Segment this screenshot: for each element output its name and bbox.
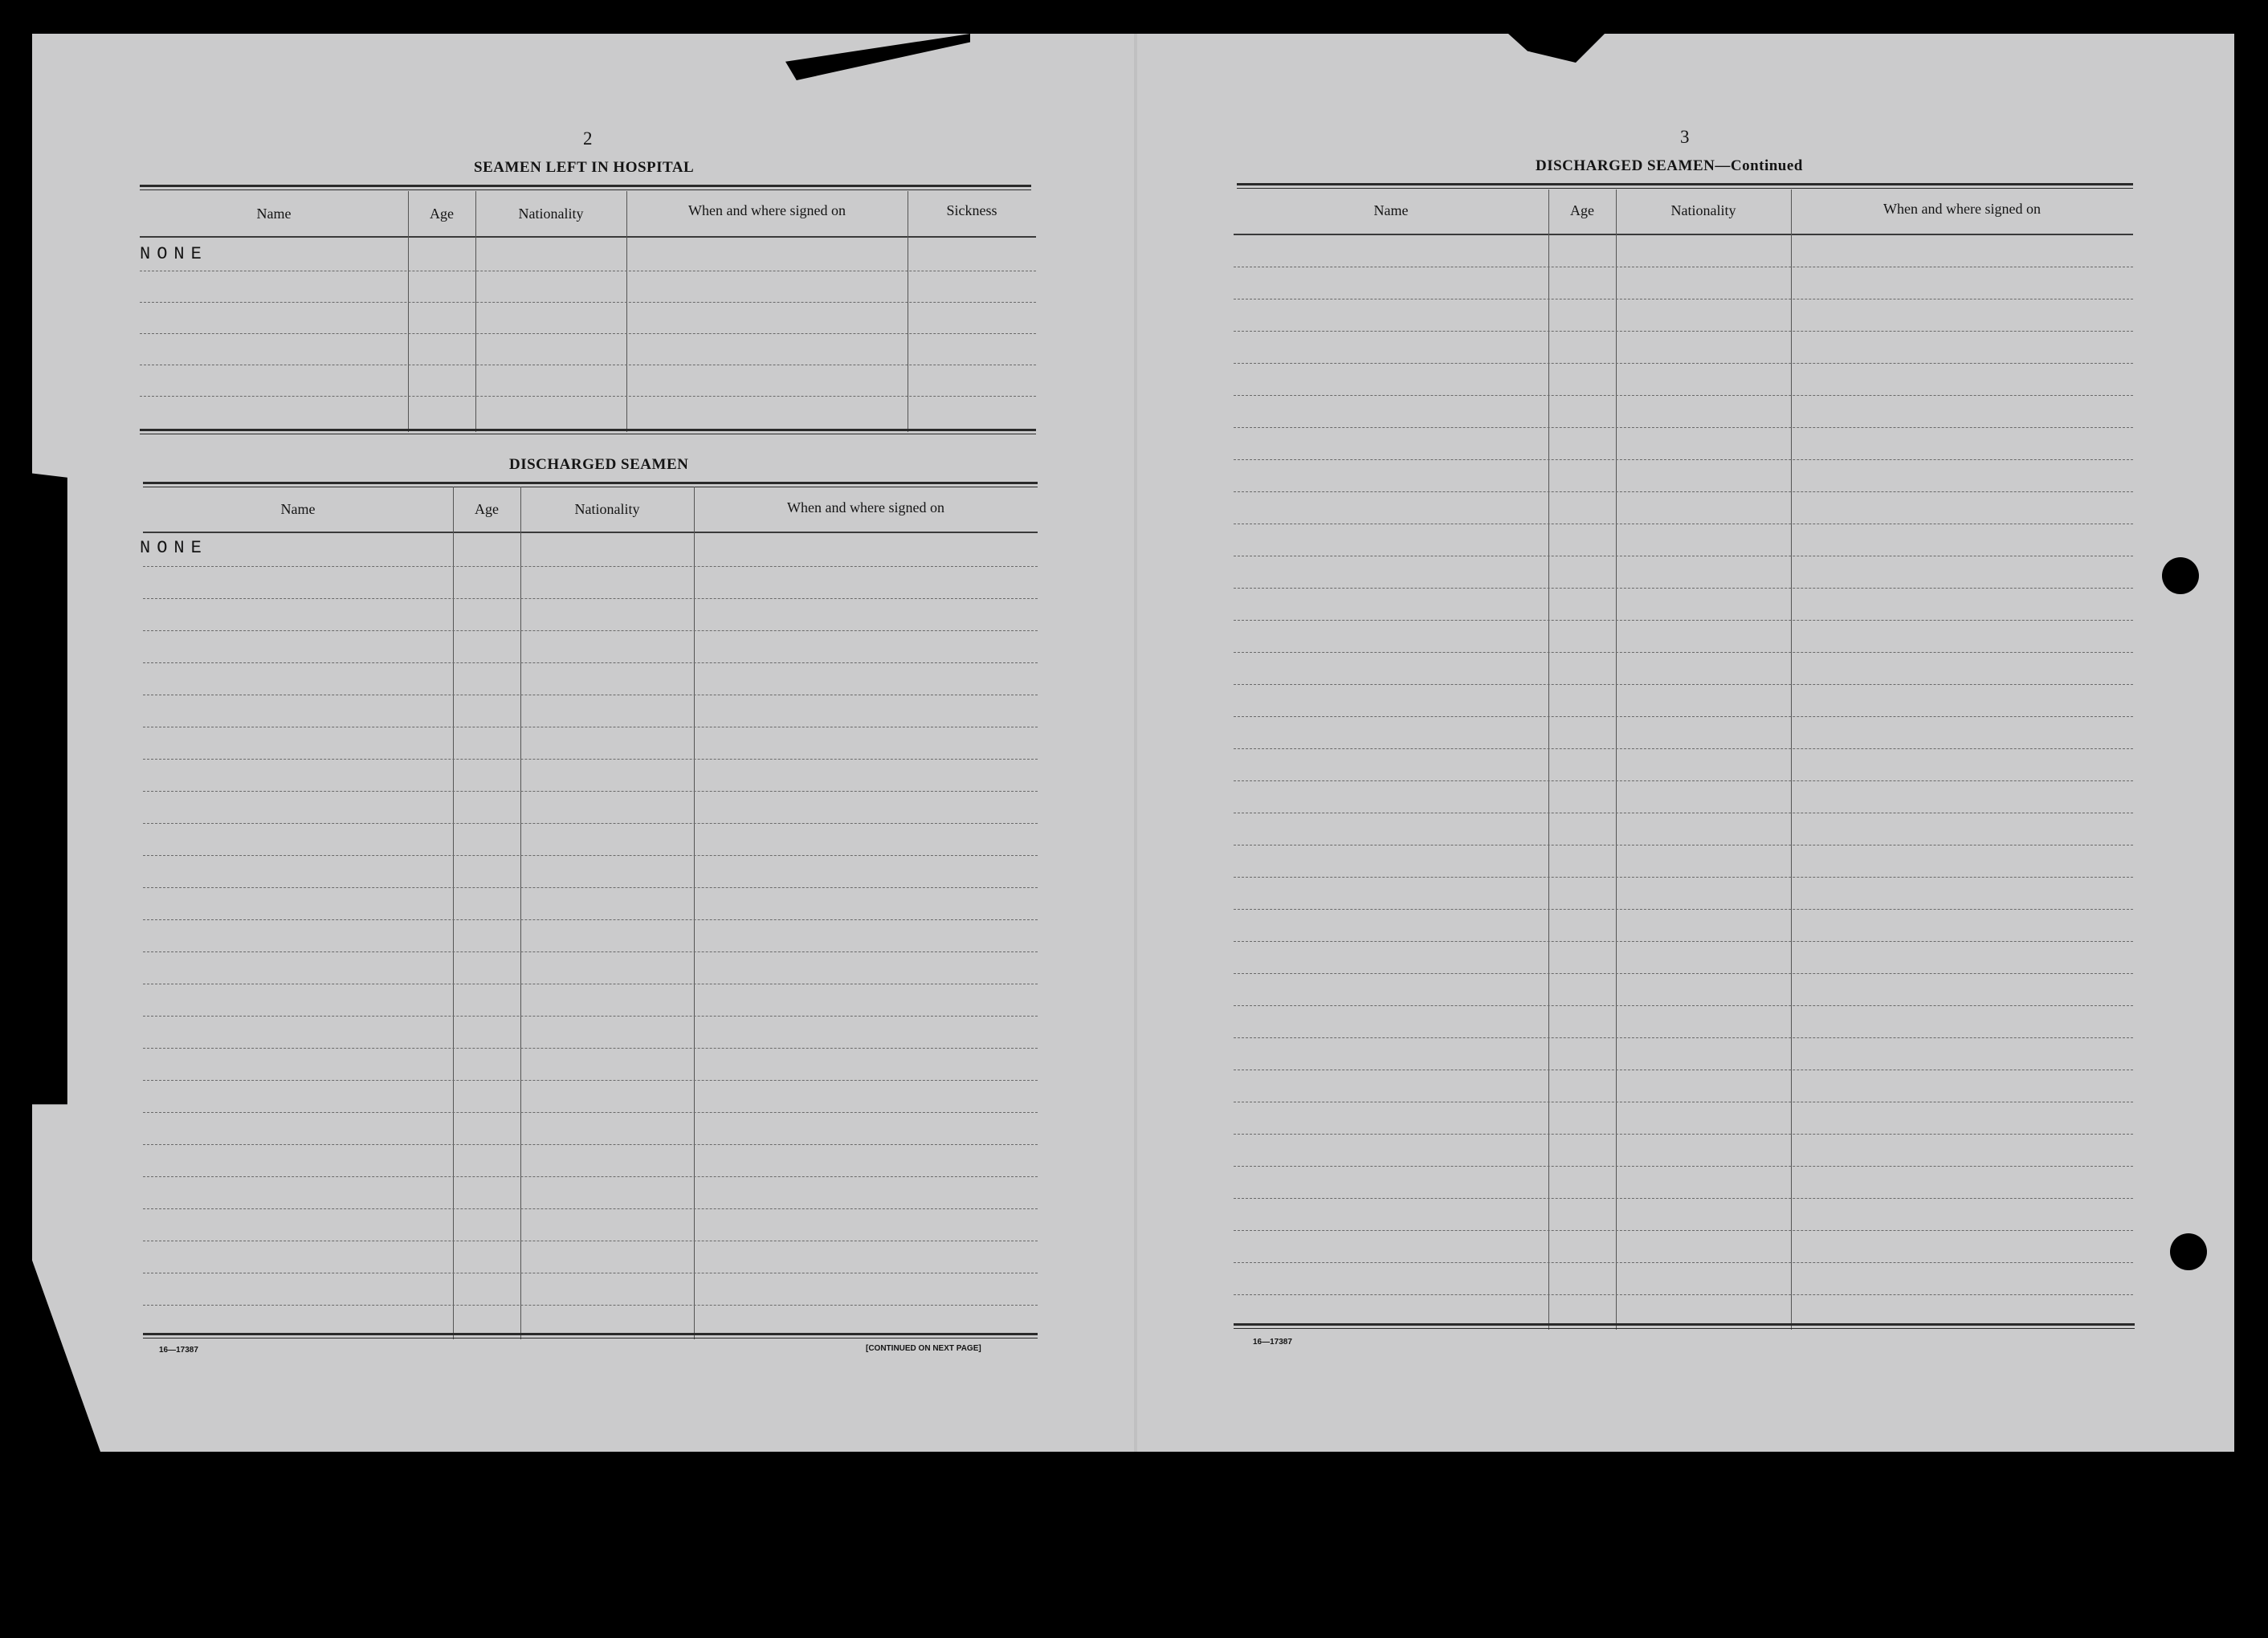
row-line: [143, 1144, 1038, 1145]
column-header-name: Name: [280, 501, 316, 517]
row-line: [143, 630, 1038, 631]
paper-sheet: [32, 34, 2234, 1452]
row-line: [1234, 941, 2133, 942]
row-line: [1234, 909, 2133, 910]
section-top-rule: [140, 185, 1031, 187]
row-line: [140, 302, 1036, 303]
column-header-nationality: Nationality: [518, 206, 584, 222]
header-rule: [143, 532, 1038, 533]
row-line: [143, 598, 1038, 599]
row-line: [143, 1080, 1038, 1081]
punch-hole: [2170, 1233, 2207, 1270]
row-line: [143, 887, 1038, 888]
row-line: [1234, 780, 2133, 781]
row-line: [143, 1112, 1038, 1113]
column-divider: [1791, 189, 1792, 1330]
row-line: [1234, 459, 2133, 460]
column-header-age: Age: [475, 501, 499, 517]
hospital-entry: NONE: [140, 244, 208, 264]
column-divider: [694, 487, 695, 1339]
row-line: [1234, 684, 2133, 685]
row-line: [1234, 491, 2133, 492]
discharged-entry: NONE: [140, 538, 208, 558]
section-bottom-rule: [1234, 1323, 2135, 1326]
section-bottom-rule: [143, 1333, 1038, 1335]
form-number: 16—17387: [159, 1346, 198, 1355]
column-header-signed-on: When and where signed on: [1883, 201, 2041, 217]
row-line: [1234, 652, 2133, 653]
punch-hole: [2162, 557, 2199, 594]
row-line: [143, 1208, 1038, 1209]
paper-tear: [1508, 34, 1605, 63]
row-line: [1234, 331, 2133, 332]
row-line: [1234, 363, 2133, 364]
column-header-age: Age: [1570, 202, 1594, 218]
row-line: [1234, 1198, 2133, 1199]
column-divider: [1548, 189, 1549, 1330]
section-title-text: DISCHARGED SEAMEN: [1536, 157, 1715, 174]
row-line: [1234, 973, 2133, 974]
column-header-nationality: Nationality: [574, 501, 640, 517]
header-rule: [1234, 234, 2133, 235]
row-line: [140, 333, 1036, 334]
row-line: [143, 951, 1038, 952]
column-header-nationality: Nationality: [1670, 202, 1736, 218]
row-line: [143, 1016, 1038, 1017]
column-header-age: Age: [430, 206, 454, 222]
column-header-signed-on: When and where signed on: [787, 499, 944, 515]
row-line: [1234, 588, 2133, 589]
section-top-rule: [1237, 183, 2133, 185]
page-number: 3: [1680, 127, 1690, 147]
row-line: [1234, 1262, 2133, 1263]
page-fold: [1134, 34, 1137, 1452]
row-line: [143, 919, 1038, 920]
section-title-suffix: —Continued: [1715, 157, 1803, 174]
row-line: [143, 823, 1038, 824]
row-line: [1234, 427, 2133, 428]
row-line: [143, 791, 1038, 792]
section-bottom-rule: [140, 429, 1036, 431]
row-line: [1234, 395, 2133, 396]
row-line: [143, 1305, 1038, 1306]
row-line: [1234, 748, 2133, 749]
row-line: [140, 396, 1036, 397]
row-line: [143, 566, 1038, 567]
column-header-name: Name: [1373, 202, 1409, 218]
row-line: [1234, 1037, 2133, 1038]
row-line: [143, 855, 1038, 856]
row-line: [1234, 620, 2133, 621]
column-divider: [453, 487, 454, 1339]
section-top-rule: [143, 482, 1038, 484]
column-header-name: Name: [256, 206, 292, 222]
row-line: [143, 759, 1038, 760]
row-line: [1234, 1230, 2133, 1231]
column-divider: [1616, 189, 1617, 1330]
column-header-sickness: Sickness: [946, 202, 997, 218]
form-number: 16—17387: [1253, 1338, 1292, 1347]
row-line: [143, 1048, 1038, 1049]
row-line: [1234, 877, 2133, 878]
discharged-section-title: DISCHARGED SEAMEN: [509, 456, 689, 473]
row-line: [1234, 1005, 2133, 1006]
header-rule: [140, 236, 1036, 238]
page-number: 2: [583, 128, 593, 149]
hospital-section-title: SEAMEN LEFT IN HOSPITAL: [474, 159, 695, 176]
column-divider: [520, 487, 521, 1339]
paper-tear: [785, 34, 970, 80]
row-line: [143, 662, 1038, 663]
continued-note: [CONTINUED ON NEXT PAGE]: [866, 1344, 981, 1353]
row-line: [1234, 1166, 2133, 1167]
row-line: [1234, 1134, 2133, 1135]
continued-section-title: [1536, 157, 1803, 175]
row-line: [143, 1176, 1038, 1177]
row-line: [1234, 716, 2133, 717]
row-line: [1234, 1294, 2133, 1295]
column-header-signed-on: When and where signed on: [688, 202, 846, 218]
